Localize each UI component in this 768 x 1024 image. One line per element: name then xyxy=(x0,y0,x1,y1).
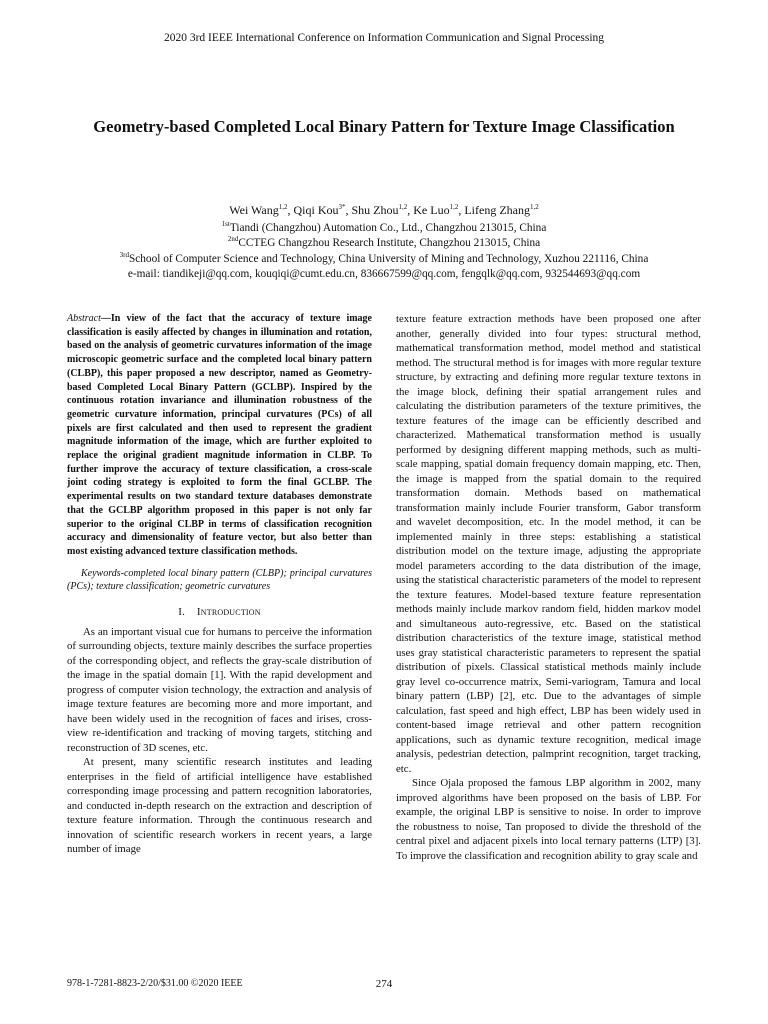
email-line: e-mail: tiandikeji@qq.com, kouqiqi@cumt.edu.cn, 836667599@qq.com, fengqlk@qq.com, 932544693@qq.com xyxy=(127,268,641,280)
author-sup: 1,2 xyxy=(530,203,539,211)
author-sup: 1,2 xyxy=(449,203,459,211)
section-numeral: I. xyxy=(178,606,186,619)
affiliation-1 xyxy=(0,222,768,234)
paragraph: texture feature extraction methods have been proposed one after another, generally divided into four types: structural method, mathematical transformation method, model method and statistical method. The structural method is for images with more regular texture structure, by extracting and defining more regular texture textons in the image block, defining their spatial arrangement rules and calculating the distribution parameters of the texture primitives, the texture features of the image can be efficiently described and characterized. Mathematical transformation method is usually performed by designing different mapping methods, such as multi-scale mapping, spatial domain frequency domain mapping, etc. Then, the image is mapped from the spatial domain to the required transformation domain. Methods based on mathematical transformation mainly include Fourier transform, Gabor transform and wavelet decomposition, etc. In the model method, it can be implemented mainly in three steps: establishing a statistical distribution model on the texture image, adjusting the appropriate model parameters according to the data distribution of the image, using the statistical characteristic parameters of the model to represent the texture features. Model-based texture feature representation methods mainly include markov random field, hidden markov model and simultaneous auto-regressive, etc. Based on the statistical distribution characteristics of the texture image, statistical method uses gray statistical characteristic parameters to represent the spatial distribution of pixels. Classical statistical methods mainly include gray level co-occurrence matrix, Semi-variogram, Tamura and local binary pattern (LBP) [2], etc. Due to the advantages of simple calculation, fast speed and high effect, LBP has been widely used in content-based image retrieval and other pattern recognition applications, such as dynamic texture recognition, medical image analysis, pedestrian detection, palmprint recognition, target tracking, etc. xyxy=(396,313,701,775)
isbn-footer: 978-1-7281-8823-2/20/$31.00 ©2020 IEEE xyxy=(67,978,243,989)
section-title: Introduction xyxy=(196,606,261,619)
paragraph: Since Ojala proposed the famous LBP algorithm in 2002, many improved algorithms have been proposed on the basis of LBP. For example, the original LBP is sensitive to noise. In order to improve the robustness to noise, Tan proposed to divide the threshold of the central pixel and adjacent pixels into local ternary patterns (LTP) [3]. To improve the classification and recognition ability to gray scale and xyxy=(396,777,701,862)
author-list: Wei Wang$^{1,2}$, Qiqi Kou$^{3*}$, Shu Zhou$^{1,2}$, Ke Luo$^{1,2}$, Lifeng Zhang$^{1,2}$ xyxy=(229,203,539,217)
affiliation-text: Tiandi (Changzhou) Automation Co., Ltd., Changzhou 213015, China xyxy=(229,222,547,234)
affiliation-sup: 3rd xyxy=(119,251,129,260)
author-name: Ke Luo xyxy=(413,203,450,217)
section-heading xyxy=(67,605,372,620)
abstract-label: Abstract xyxy=(67,313,101,324)
affiliation-text: CCTEG Changzhou Research Institute, Changzhou 213015, China xyxy=(238,237,541,249)
abstract-text: —In view of the fact that the accuracy of texture image classification is easily affected by changes in illumination and rotation, based on the analysis of geometric curvatures information of the image microscopic geometric surface and the completed local binary pattern (CLBP), this paper proposed a new descriptor, named as Geometry-based Completed Local Binary Pattern (GCLBP). Inspired by the continuous rotation invariance and illumination robustness of the geometric curvature information, principal curvatures (PCs) of all pixels are first calculated and then used to represent the gradient magnitude information of the image, which are further exploited to replace the original gradient magnitude information in CLBP. To further improve the accuracy of texture classification, a cross-scale joint coding strategy is exploited to form the final GCLBP. The experimental results on two standard texture databases demonstrate that the GCLBP algorithm proposed in this paper is not only far superior to the original CLBP in terms of classification recognition accuracy and dimensionality of feature vector, but also better than most existing advanced texture classification methods. xyxy=(67,313,372,557)
author-sup: 1,2 xyxy=(278,203,288,211)
author-name: Qiqi Kou xyxy=(293,203,339,217)
author-name: Shu Zhou xyxy=(351,203,399,217)
conference-header: 2020 3rd IEEE International Conference on Information Communication and Signal Processing xyxy=(163,32,605,44)
affiliation-text: School of Computer Science and Technology, China University of Mining and Technology, Xuzhou 221116, China xyxy=(128,253,649,265)
keywords: Keywords-completed local binary pattern (CLBP); principal curvatures (PCs); texture classification; geometric curvatures xyxy=(67,567,372,593)
author-name: Lifeng Zhang xyxy=(464,203,530,217)
paragraph: As an important visual cue for humans to perceive the information of surrounding objects, texture mainly describes the surface properties of the corresponding object, and reflects the gray-scale distribution of the image in the spatial domain [1]. With the rapid development and progress of computer vision technology, the extraction and analysis of image texture features are becoming more and more important, and have been widely used in the recognition of faces and irises, cross-view re-identification and tracking of moving targets, stitching and reconstruction of 3D scenes, etc. xyxy=(67,625,372,754)
author-sup: 1,2 xyxy=(398,203,408,211)
affiliation-3 xyxy=(0,253,768,265)
abstract xyxy=(67,312,372,559)
paragraph: At present, many scientific research institutes and leading enterprises in the field of artificial intelligence have established corresponding image processing and pattern recognition laboratories, and conducted in-depth research on the extraction and description of texture feature information. Through the continuous research and innovation of scientific research workers in recent years, a large number of image xyxy=(67,756,372,856)
paper-title: Geometry-based Completed Local Binary Pattern for Texture Image Classification xyxy=(93,117,675,136)
affiliation-sup: 2nd xyxy=(227,235,239,244)
right-column xyxy=(396,312,701,863)
author-name: Wei Wang xyxy=(229,203,279,217)
page-number: 274 xyxy=(375,978,393,990)
affiliation-sup: 1st xyxy=(221,220,230,229)
author-sup: 3* xyxy=(338,203,346,211)
affiliation-2 xyxy=(0,237,768,249)
left-column xyxy=(67,312,372,857)
